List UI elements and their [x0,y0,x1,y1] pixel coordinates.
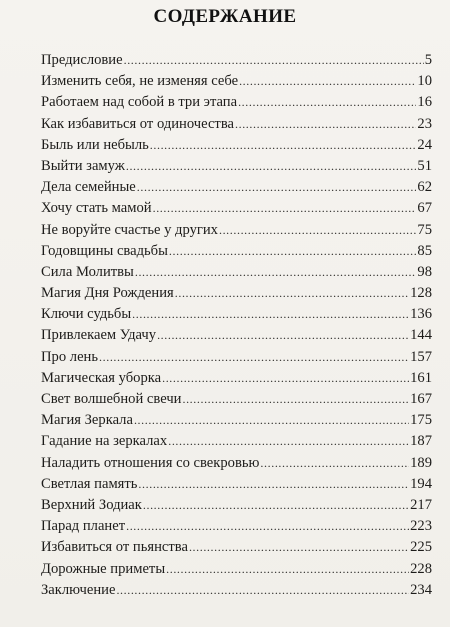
toc-entry [41,135,432,156]
toc-entry [41,177,432,198]
dot-leader [157,325,409,346]
toc-entry-title: Магия Дня Рождения [41,285,174,302]
toc-entry [41,220,432,241]
toc-page-number: 16 [417,94,432,111]
dot-leader [116,580,409,601]
dot-leader [219,220,416,241]
dot-leader [175,283,409,304]
toc-entry [41,71,432,92]
toc-entry-title: Предисловие [41,52,123,68]
dot-leader [132,304,409,325]
toc-entry-title: Ключи судьбы [41,306,132,323]
toc-page-number: 10 [417,73,432,90]
toc-page-number: 228 [410,560,432,577]
dot-leader [182,389,409,410]
toc-entry [41,347,432,368]
toc-page-number: 223 [410,518,432,535]
dot-leader [235,114,416,135]
toc-entry-title: Магия Зеркала [41,412,133,429]
toc-entry [41,50,432,71]
toc-entry [41,495,432,516]
toc-page-number: 98 [417,263,432,280]
toc-entry-title: Верхний Зодиак [41,496,142,513]
dot-leader [153,198,417,219]
toc-entry-title: Магическая уборка [41,369,162,386]
page-title: СОДЕРЖАНИЕ [153,6,297,27]
toc-entry-title: Наладить отношения со свекровью [41,454,260,471]
toc-entry [41,431,432,452]
toc-page-number: 175 [410,412,432,429]
dot-leader [137,177,417,198]
toc-entry [41,453,432,474]
toc-entry [41,198,432,219]
dot-leader [99,347,409,368]
toc-page-number: 225 [410,539,432,556]
toc-entry-title: Хочу стать мамой [41,200,152,217]
toc-entry [41,410,432,431]
toc-entry-title: Быль или небыль [41,136,149,153]
toc-entry-title: Парад планет [41,518,126,535]
dot-leader [135,262,417,283]
dot-leader [134,410,409,431]
toc-page-number: 187 [410,433,432,450]
toc-page-number: 67 [417,200,432,217]
toc-page-number: 62 [417,179,432,196]
toc-entry-title: Свет волшебной свечи [41,391,182,407]
toc-page-number: 167 [410,391,432,407]
toc-page-number: 23 [417,115,432,132]
toc-entry [41,474,432,495]
toc-entry-title: Не воруйте счастье у других [41,221,218,238]
toc-page-number: 136 [410,306,432,323]
toc-entry-title: Изменить себя, не изменяя себе [41,73,239,90]
toc-entry-title: Привлекаем Удачу [41,327,157,344]
dot-leader [143,495,409,516]
toc-entry-title: Работаем над собой в три этапа [41,94,238,111]
dot-leader [166,559,409,580]
toc-entry [41,368,432,389]
toc-page-number: 75 [417,221,432,238]
toc-entry-title: Избавиться от пьянства [41,539,188,556]
toc-entry [41,580,432,601]
toc-page-number: 128 [410,285,432,302]
toc-entry-title: Гадание на зеркалах [41,433,168,450]
toc-page-number: 189 [410,454,432,471]
toc-page-number: 5 [424,52,432,68]
toc-entry-title: Светлая память [41,475,138,492]
toc-entry [41,389,432,410]
toc-entry-title: Сила Молитвы [41,263,134,280]
toc-entry [41,241,432,262]
dot-leader [239,71,416,92]
toc-page-number: 157 [410,348,432,365]
toc-entry-title: Как избавиться от одиночества [41,115,234,132]
dot-leader [150,135,417,156]
toc-page-number: 217 [410,496,432,513]
toc-page-number: 194 [410,475,432,492]
toc-entry [41,516,432,537]
toc-entry [41,325,432,346]
toc-entry-title: Заключение [41,581,116,598]
dot-leader [168,431,409,452]
toc-entry [41,92,432,113]
toc-page-number: 234 [410,581,432,598]
toc-entry-title: Годовщины свадьбы [41,242,168,259]
dot-leader [126,156,417,177]
toc-entry [41,559,432,580]
toc-entry [41,156,432,177]
toc-page-number: 24 [417,136,432,153]
dot-leader [126,516,409,537]
toc-page-number: 144 [410,327,432,344]
dot-leader [138,474,409,495]
toc-entry-title: Выйти замуж [41,157,125,174]
toc-entry-title: Про лень [41,348,99,365]
dot-leader [238,92,416,113]
dot-leader [260,453,409,474]
toc-page-number: 51 [417,157,432,174]
dot-leader [189,537,409,558]
toc-page-number: 161 [410,369,432,386]
toc-entry [41,537,432,558]
toc-entry [41,114,432,135]
toc-entry-title: Дела семейные [41,179,136,196]
toc-entry [41,283,432,304]
dot-leader [124,50,424,71]
toc-entry [41,304,432,325]
toc-entry-title: Дорожные приметы [41,560,166,577]
toc-entry [41,262,432,283]
toc-page-number: 85 [417,242,432,259]
dot-leader [162,368,409,389]
dot-leader [169,241,416,262]
table-of-contents [41,50,432,601]
